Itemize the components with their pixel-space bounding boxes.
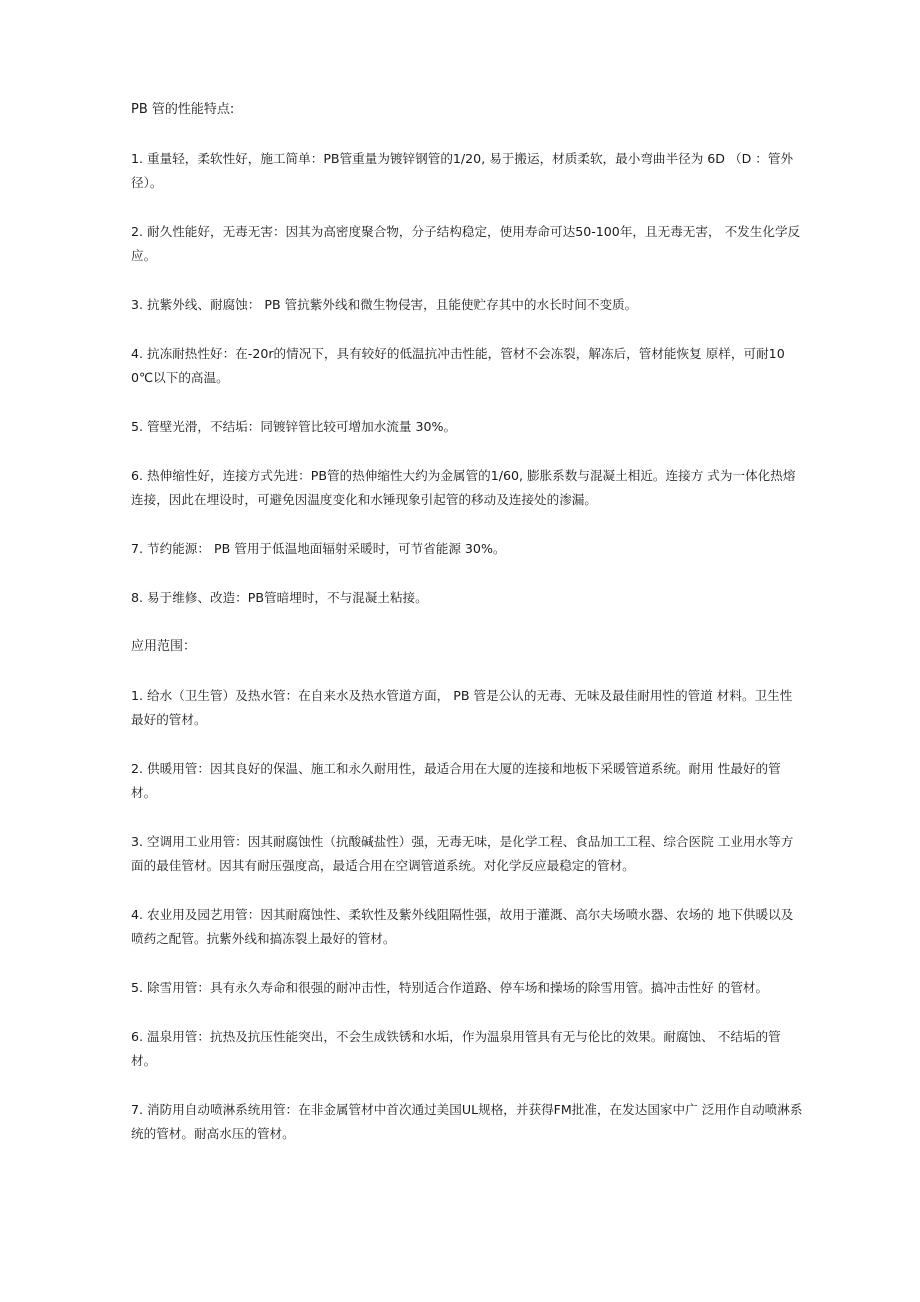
- application-item-3: 3. 空调用工业用管：因其耐腐蚀性（抗酸碱盐性）强，无毒无味，是化学工程、食品加工工程、综合医院 工业用水等方面的最佳管材。因其有耐压强度高，最适合用在空调管道系统。对化学反应最稳定的管材。: [131, 834, 794, 873]
- application-item-1: 1. 给水（卫生管）及热水管：在自来水及热水管道方面， PB 管是公认的无毒、无味及最佳耐用性的管道 材料。卫生性最好的管材。: [131, 688, 793, 727]
- application-item-4: 4. 农业用及园艺用管：因其耐腐蚀性、柔软性及紫外线阻隔性强，故用于灌溉、高尔夫场喷水器、农场的 地下供暖以及喷药之配管。抗紫外线和搞冻裂上最好的管材。: [131, 907, 794, 946]
- document-body: [131, 98, 803, 1146]
- performance-item-6: 6. 热伸缩性好，连接方式先进：PB管的热伸缩性大约为金属管的1/60, 膨胀系数与混凝土相近。连接方 式为一体化热熔连接，因此在埋设时，可避免因温度变化和水锤现象引起管的移动及连接处的渗漏。: [131, 468, 796, 507]
- application-item-6: 6. 温泉用管：抗热及抗压性能突出，不会生成铁锈和水垢，作为温泉用管具有无与伦比的效果。耐腐蚀、 不结垢的管材。: [131, 1029, 781, 1068]
- application-item-7: 7. 消防用自动喷淋系统用管：在非金属管材中首次通过美国UL规格，并获得FM批准，在发达国家中广 泛用作自动喷淋系统的管材。耐高水压的管材。: [131, 1102, 803, 1141]
- performance-item-8: 8. 易于维修、改造：PB管暗埋时，不与混凝土粘接。: [131, 590, 428, 605]
- application-item-2: 2. 供暖用管：因其良好的保温、施工和永久耐用性，最适合用在大厦的连接和地板下采暖管道系统。耐用 性最好的管材。: [131, 761, 781, 800]
- performance-item-3: 3. 抗紫外线、耐腐蚀： PB 管抗紫外线和微生物侵害，且能使贮存其中的水长时间不变质。: [131, 297, 638, 312]
- performance-item-1: 1. 重量轻，柔软性好，施工简单：PB管重量为镀锌钢管的1/20, 易于搬运，材质柔软，最小弯曲半径为 6D （D ：管外径）。: [131, 151, 794, 190]
- application-item-5: 5. 除雪用管：具有永久寿命和很强的耐冲击性，特别适合作道路、停车场和操场的除雪用管。搞冲击性好 的管材。: [131, 980, 769, 995]
- performance-item-5: 5. 管壁光滑，不结垢：同镀锌管比较可增加水流量 30%。: [131, 419, 457, 434]
- section-title-performance: PB 管的性能特点:: [131, 102, 235, 117]
- performance-item-2: 2. 耐久性能好，无毒无害：因其为高密度聚合物，分子结构稳定，使用寿命可达50-100年，且无毒无害， 不发生化学反应。: [131, 224, 801, 263]
- performance-item-7: 7. 节约能源： PB 管用于低温地面辐射采暖时，可节省能源 30%。: [131, 541, 506, 556]
- section-title-applications: 应用范围：: [131, 639, 197, 654]
- performance-item-4: 4. 抗冻耐热性好：在-20r的情况下，具有较好的低温抗冲击性能，管材不会冻裂，解冻后，管材能恢复 原样，可耐100℃以下的高温。: [131, 346, 785, 385]
